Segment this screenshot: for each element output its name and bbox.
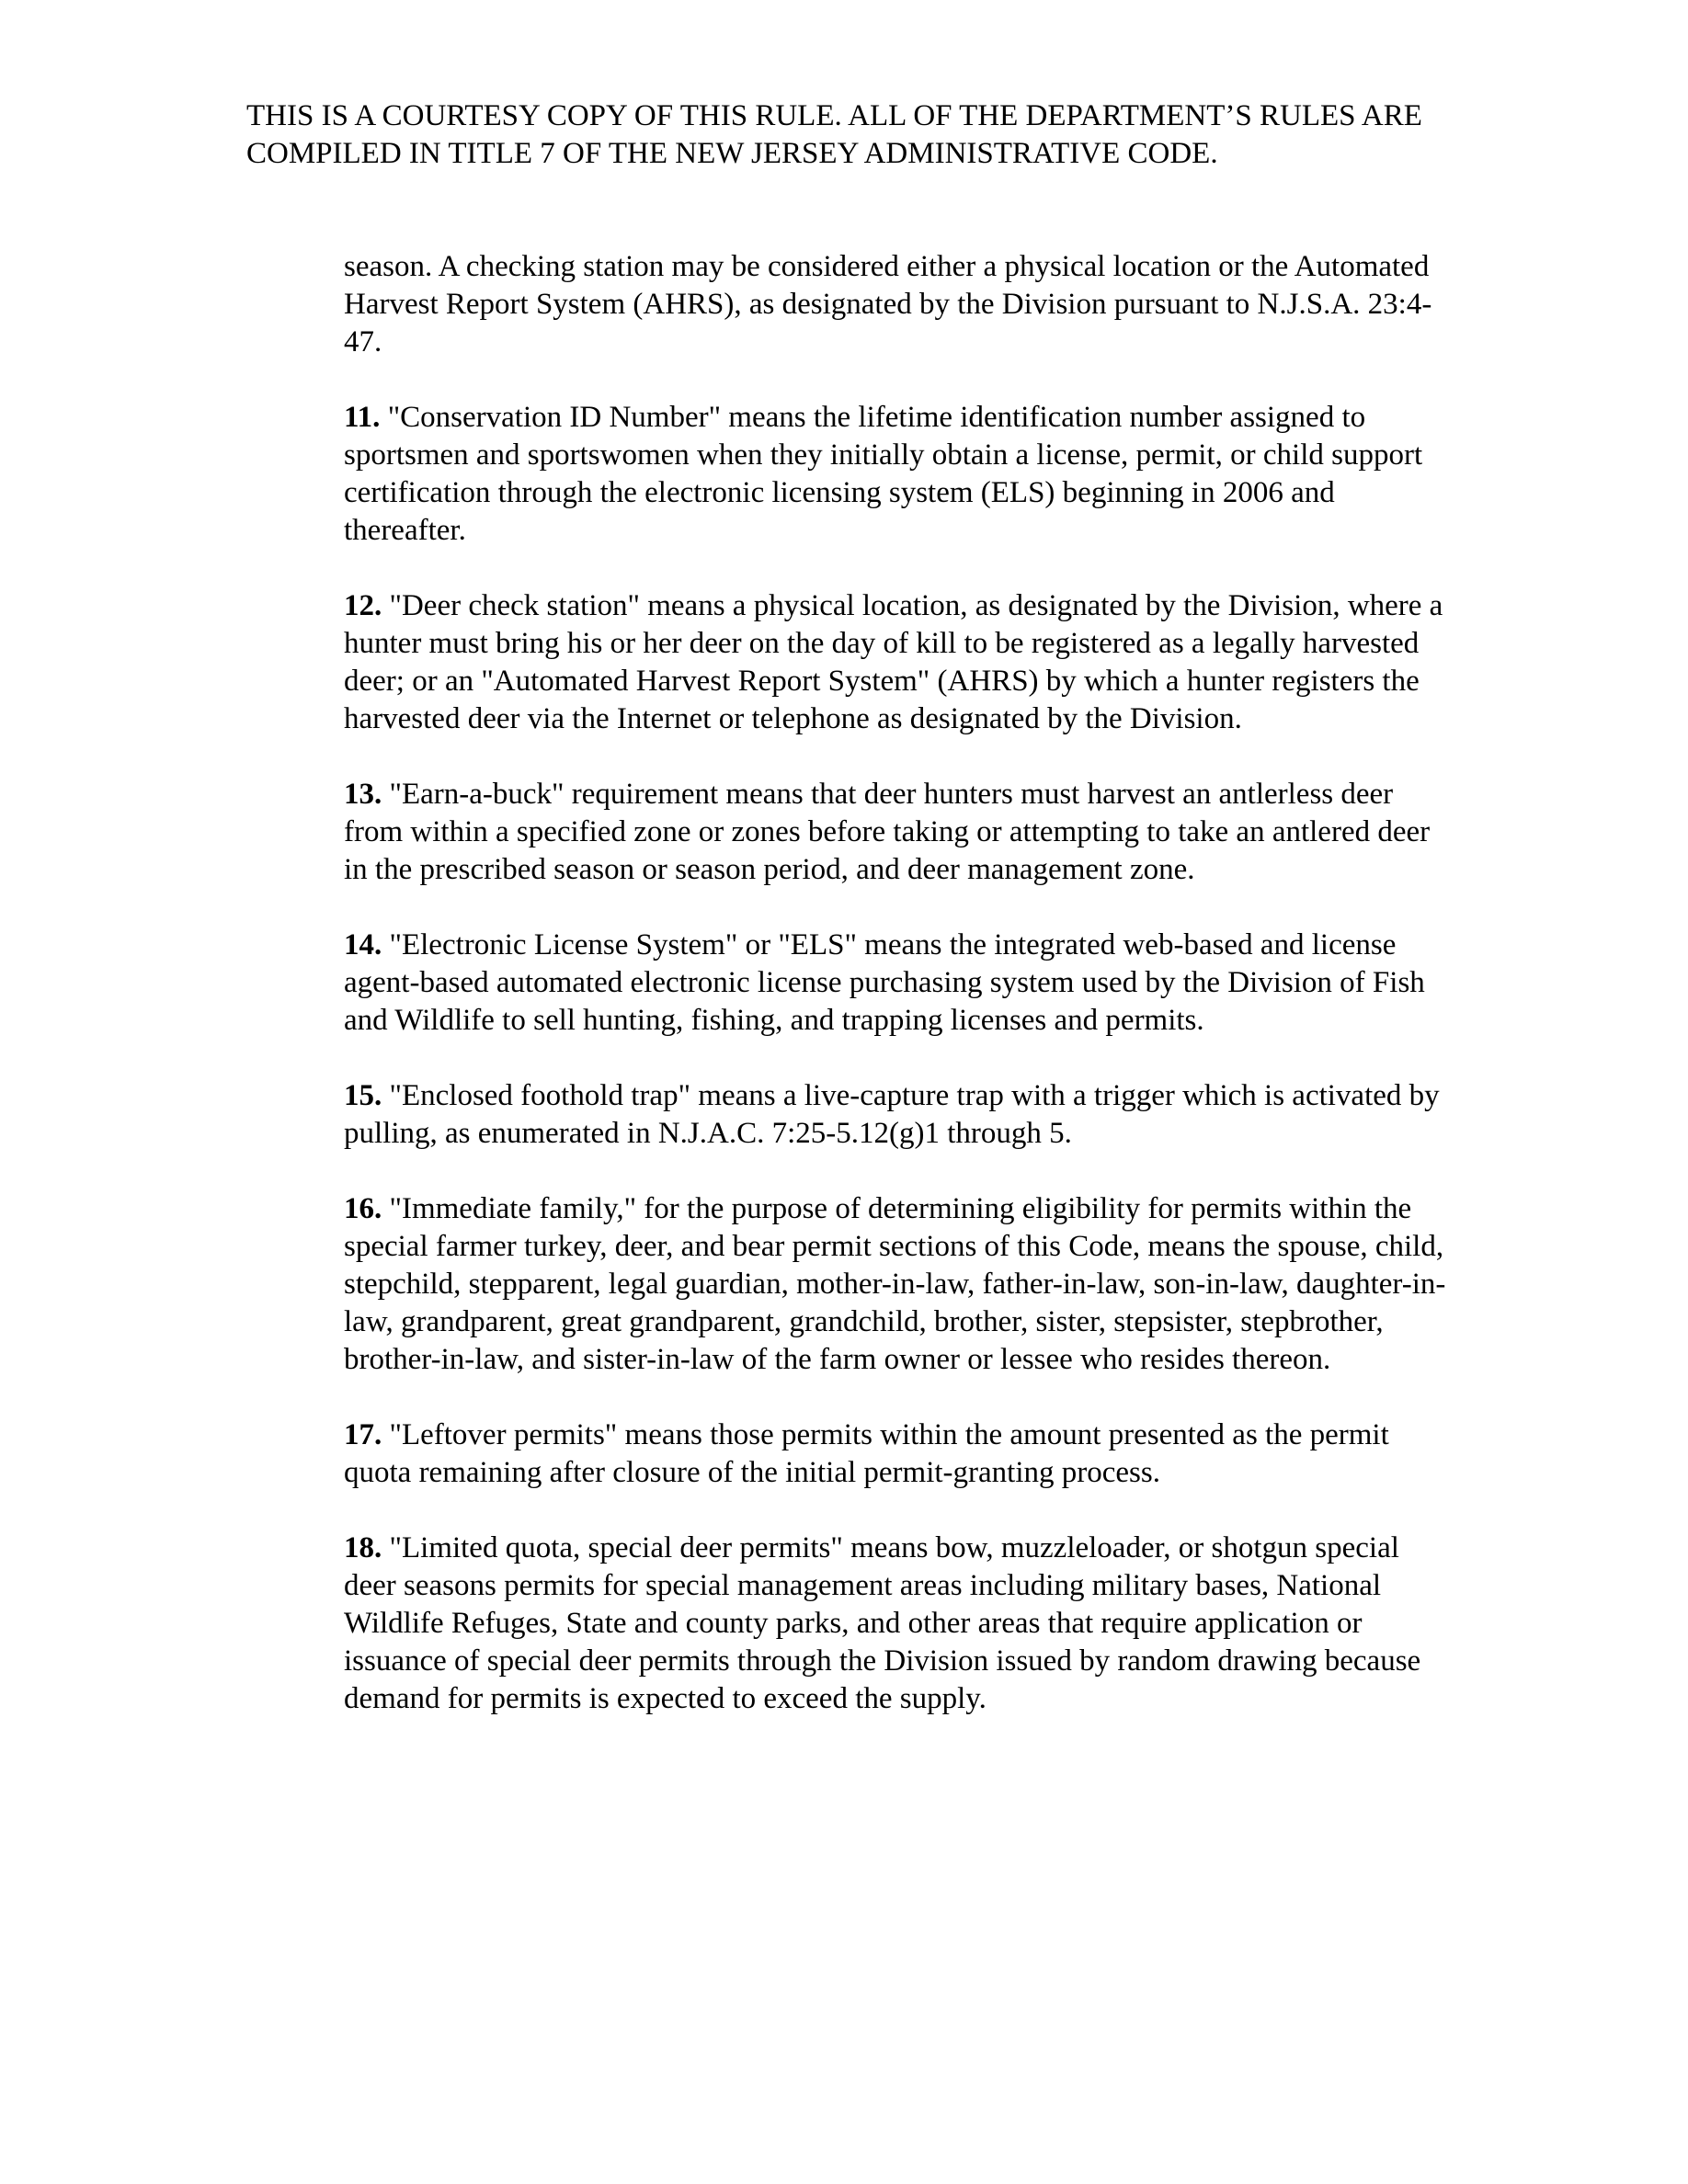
definition-number: 14.: [344, 928, 382, 961]
definition-number: 15.: [344, 1079, 382, 1112]
definition-number: 11.: [344, 401, 381, 434]
definition-number: 16.: [344, 1192, 382, 1225]
definition-15: [344, 1077, 1447, 1153]
definition-text: "Enclosed foothold trap" means a live-capture trap with a trigger which is activated by pulling, as enumerated in N.J.A.C. 7:25-5.12(g)1 through 5.: [344, 1079, 1440, 1150]
definition-text: "Electronic License System" or "ELS" means the integrated web-based and license agent-based automated electronic license purchasing system used by the Division of Fish and Wildlife to sell hunting, fishing, and trapping licenses and permits.: [344, 928, 1425, 1037]
definition-16: [344, 1190, 1447, 1379]
definition-text: "Conservation ID Number" means the lifetime identification number assigned to sportsmen and sportswomen when they initially obtain a license, permit, or child support certification through the electronic licensing system (ELS) beginning in 2006 and thereafter.: [344, 401, 1423, 547]
definition-14: [344, 927, 1447, 1040]
definition-17: [344, 1416, 1447, 1492]
courtesy-copy-notice: THIS IS A COURTESY COPY OF THIS RULE. ALL OF THE DEPARTMENT’S RULES ARE COMPILED IN TITLE 7 OF THE NEW JERSEY ADMINISTRATIVE CODE.: [246, 99, 1422, 170]
definition-text: "Limited quota, special deer permits" means bow, muzzleloader, or shotgun special deer seasons permits for special management areas including military bases, National Wildlife Refuges, State and county parks, and other areas that require application or issuance of special deer permits through the Division issued by random drawing because demand for permits is expected to exceed the supply.: [344, 1531, 1421, 1715]
definition-12: [344, 587, 1447, 738]
definition-13: [344, 776, 1447, 889]
definition-number: 18.: [344, 1531, 382, 1564]
definition-text: "Deer check station" means a physical location, as designated by the Division, where a hunter must bring his or her deer on the day of kill to be registered as a legally harvested deer; or an "Automated Harvest Report System" (AHRS) by which a hunter registers the harvested deer via the Internet or telephone as designated by the Division.: [344, 589, 1443, 735]
rule-definitions-body: [344, 248, 1447, 1756]
definition-18: [344, 1530, 1447, 1718]
definition-number: 17.: [344, 1418, 382, 1451]
definition-text: "Earn-a-buck" requirement means that deer hunters must harvest an antlerless deer from within a specified zone or zones before taking or attempting to take an antlered deer in the prescribed season or season period, and deer management zone.: [344, 778, 1431, 886]
definition-number: 13.: [344, 778, 382, 811]
definition-text: "Immediate family," for the purpose of determining eligibility for permits within the special farmer turkey, deer, and bear permit sections of this Code, means the spouse, child, stepchild, stepparent, legal guardian, mother-in-law, father-in-law, son-in-law, daughter-in-law, grandparent, great grandparent, grandchild, brother, sister, stepsister, stepbrother, brother-in-law, and sister-in-law of the farm owner or lessee who resides thereon.: [344, 1192, 1446, 1376]
definition-11: [344, 399, 1447, 550]
continuation-paragraph: season. A checking station may be considered either a physical location or the Automated Harvest Report System (AHRS), as designated by the Division pursuant to N.J.S.A. 23:4-47.: [344, 250, 1432, 358]
definition-text: "Leftover permits" means those permits within the amount presented as the permit quota remaining after closure of the initial permit-granting process.: [344, 1418, 1389, 1489]
definition-number: 12.: [344, 589, 382, 622]
